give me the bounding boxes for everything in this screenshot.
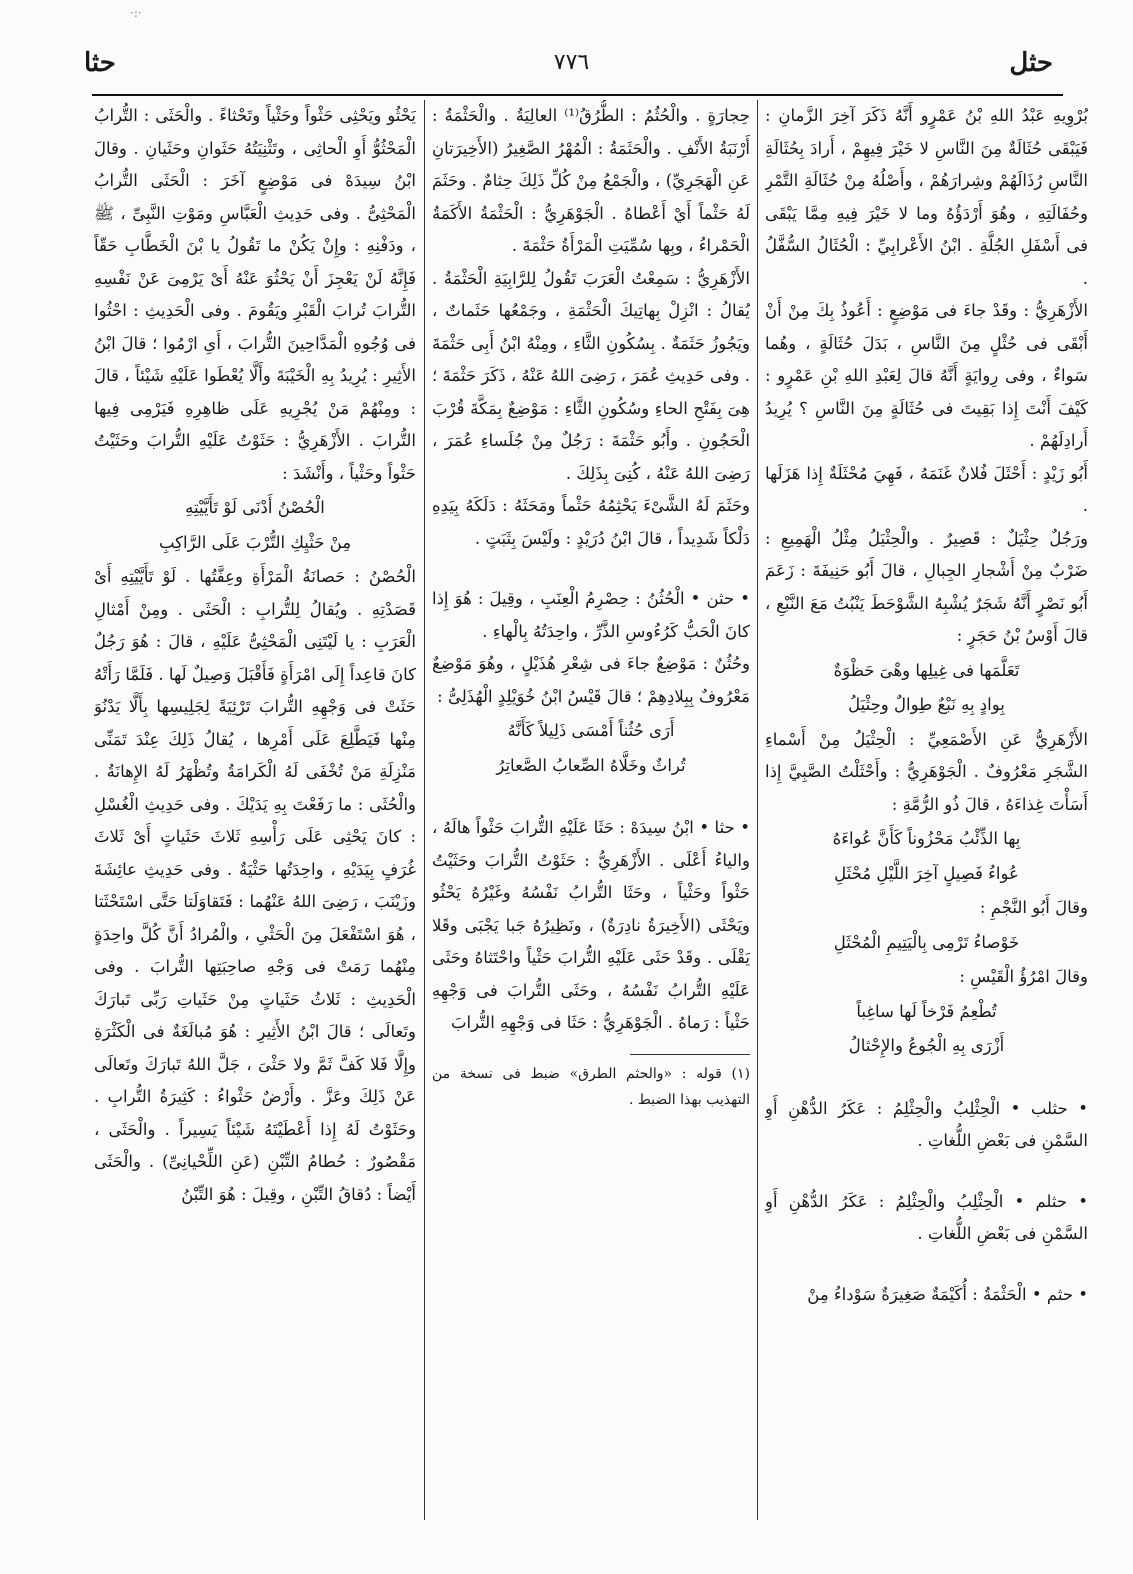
paragraph: أَبُو زَيْدٍ : أَحْثَلَ فُلانٌ غَنَمَهُ ، فَهِيَ مُحْثَلَةٌ إِذا هَزَلَها . bbox=[765, 463, 1088, 515]
verse-line: بِها الذِّئْبُ مَحْزُوناً كَأَنَّ عُواءَهُ bbox=[832, 829, 1021, 848]
paragraph: الأَزْهَرِيُّ : سَمِعْتُ الْعَرَبَ تَقُولُ لِلرَّابِيَةِ الْحَثْمَةُ . يُقالُ : انْزِلْ بِهاتِيكَ الْحَثْمَةِ ، وجَمْعُها حَثَماتٌ ، ويَجُوزُ حَثَمَةٌ . بِسُكُونِ الثَّاءِ ، ومِنْهُ ابْنُ أَبِى حَثْمَةَ . وفى حَدِيثِ عُمَرَ ، رَضِىَ اللهُ عَنْهُ ، ذَكَرَ حَثْمَةَ ؛ هِىَ بِفَتْحِ الحاءِ وسُكُونِ الثَّاءِ : مَوْضِعٌ بِمَكَّةَ قُرْبَ الْحَجُونِ . وأَبُو حَثْمَةَ : رَجُلٌ مِنْ جُلَساءِ عُمَرَ ، رَضِىَ اللهُ عَنْهُ ، كُنِىَ بِذَلِكَ . bbox=[432, 268, 750, 483]
header-rule bbox=[92, 94, 1063, 96]
verse-line: الْحُصْنُ أَدْنَى لَوْ تَأَيَّيْتِهِ bbox=[185, 498, 325, 517]
page-header bbox=[70, 48, 1073, 88]
column-left bbox=[94, 100, 416, 1520]
paragraph: وحَثَمَ لَهُ الشَّىْءَ يَحْثِمُهُ حَثْماً ومَحَثَهُ : دَلَكَهُ بِيَدِهِ دَلْكاً شَدِيداً ، قالَ ابْنُ دُرَيْدٍ : ولَيْسَ بِثَبَتٍ . bbox=[432, 496, 750, 548]
verse-line: مِنْ حَثْيِكِ التُّرْبَ عَلَى الرَّاكِبِ bbox=[158, 532, 352, 552]
spacer bbox=[765, 1251, 1088, 1279]
spacer bbox=[432, 555, 750, 583]
column-divider bbox=[424, 100, 425, 1520]
paragraph: وحُثُنٌ : مَوْضِعٌ جاءَ فى شِعْرِ هُذَيْلٍ ، وهُوَ مَوْضِعٌ مَعْرُوفٌ بِبِلادِهِمْ ؛ قالَ قَيْسُ ابْنُ خُوَيْلِدٍ الْهُذَلِىُّ : bbox=[432, 654, 750, 706]
headword-left: حثا bbox=[84, 48, 116, 78]
paragraph: ورَجُلٌ حِثْيَلٌ : قَصِيرٌ . والْحِثْيَلُ مِثْلُ الْهَمِيعِ : ضَرْبٌ مِنْ أَشْجارِ الجِبالِ ، قالَ أَبُو حَنِيفَةَ : زَعَمَ أَبُو نَصْرٍ أَنَّهُ شَجَرٌ يُشْبِهُ الشَّوْحَطَ يَنْبُتُ مَعَ النَّبْعِ ، قالَ أَوْسُ بْنُ حَجَرٍ : bbox=[765, 528, 1088, 645]
verse-line: عُواءُ فَصِيلٍ آخِرَ اللَّيْلِ مُحْثَلِ bbox=[834, 863, 1019, 883]
paragraph: وقالَ امْرُؤُ الْقَيْسِ : bbox=[959, 967, 1088, 986]
verse-line: بِوادٍ بِهِ نَبْعٌ طِوالٌ وحِثْيَلُ bbox=[848, 695, 1005, 714]
paragraph: حِجارَةٍ . والْحُثُمُ : الطُّرُقُ⁽¹⁾ العالِيَةُ . والْحَثْمَةُ : أَرْنَبَةُ الأَنْفِ . والْحَثَمَةُ : الْمُهْرُ الصَّغِيرُ (الأَخِيرَتانِ عَنِ الْهَجَرِيِّ) ، والْجَمْعُ مِنْ كُلِّ ذَلِكَ حِثامٌ . وحَثَمَ لَهُ حَثْماً أَيْ أَعْطاهُ . الْجَوْهَرِيُّ : الْحَثْمَةُ الأَكَمَةُ الْحَمْراءُ ، وبِها سُمِّيَتِ الْمَرْأَةُ حَثْمَةَ . bbox=[432, 106, 750, 255]
paragraph: بُرْوِيهِ عَبْدُ اللهِ بْنُ عَمْرٍو أَنَّهُ ذَكَرَ آخِرَ الزَّمانِ : فَيَبْقَى حُثَالَةٌ مِنَ النَّاسِ لا خَيْرَ فِيهِمْ ، أَرادَ بِحُثَالَةِ النَّاسِ رُذَالَهُمْ وشِرارَهُمْ ، وأَصْلُهُ مِنْ حُثَالَةِ التَّمْرِ وحُفَالَتِهِ ، وهُوَ أَرْدَؤُهُ وما لا خَيْرَ فِيهِ مِمَّا يَبْقَى فى أَسْفَلِ الجُلَّةِ . ابْنُ الأَعْرابِيِّ : الْحُثَالُ السُّفَّلُ . bbox=[765, 106, 1088, 288]
paragraph: يَحْثُو ويَحْثِى حَثْواً وحَثْياً وتَحْثاءً . والْحَثَى : التُّرابُ الْمَحْثُوُّ أَوِ الْحاثِى ، وتَثْنِيَتُهُ حَثَوانِ وحَثَيانِ . وقالَ ابْنُ سِيدَهْ فى مَوْضِعٍ آخَرَ : الْحَثَى التُّرابُ الْمَحْثِىُّ . وفى حَدِيثِ الْعَبَّاسِ ومَوْتِ النَّبِىِّ ، ﷺ ، ودَفْنِهِ : وإِنْ يَكُنْ ما تَقُولُ يا بْنَ الْخَطَّابِ حَقّاً فَإِنَّهُ لَنْ يَعْجِزَ أَنْ يَحْثُوَ عَنْهُ أَىْ يَرْمِىَ عَنْ نَفْسِهِ التُّرابَ تُرابَ الْقَبْرِ ويَقُومَ . وفى الْحَدِيثِ : احْثُوا فى وُجُوهِ الْمَدَّاحِينَ التُّرابَ ، أَىِ ارْمُوا ؛ قالَ ابْنُ الأَثِيرِ : يُرِيدُ بِهِ الْخَيْبَةَ وأَلَّا يُعْطَوا عَلَيْهِ شَيْئاً ، قالَ : ومِنْهُمْ مَنْ يُجْرِيهِ عَلَى ظاهِرِهِ فَيَرْمِى فِيها التُّرابَ . الأَزْهَرِيُّ : حَثَوْتُ عَلَيْهِ التُّرابَ وحَثَيْتُ حَثْواً وحَثْياً ، وأَنْشَدَ : bbox=[94, 106, 416, 483]
column-middle bbox=[432, 100, 750, 1520]
spacer bbox=[765, 1065, 1088, 1093]
paragraph: الْحُصْنُ : حَصانَةُ الْمَرْأَةِ وعِفَّتُها . لَوْ تَأَيَّيْتِهِ أَىْ قَصَدْتِهِ . ويُقالُ لِلتُّرابِ : الْحَثَى . ومِنْ أَمْثالِ الْعَرَبِ : يا لَيْتَنِى الْمَحْثِىُّ عَلَيْهِ ، قالَ : هُوَ رَجُلٌ كانَ قاعِداً إِلَى امْرَأَةٍ فَأَقْبَلَ وَصِيلٌ لَها . فَلَمَّا رَأَتْهُ حَثَتْ فى وَجْهِهِ التُّرابَ تَرْئِيَةً لِجَلِيسِها بِأَلَّا يَدْنُوَ مِنْها فَيَطَّلِعَ عَلَى أَمْرِها ، يُقالُ ذَلِكَ عِنْدَ تَمَنِّى مَنْزِلَةِ مَنْ تُخْفَى لَهُ الْكَرامَةُ وتُظْهَرُ لَهُ الإِهانَةُ . والْحُثَى : ما رَفَعْتَ بِهِ يَدَيْكَ . وفى حَدِيثِ الْغُسْلِ : كانَ يَحْثِى عَلَى رَأْسِهِ ثَلاثَ حَثَياتٍ أَىْ ثَلاثَ غُرَفٍ بِيَدَيْهِ ، واحِدَتُها حَثْيَةٌ . وفى حَدِيثِ عائِشَةَ وزَيْنَبَ ، رَضِىَ اللهُ عَنْهُما : فَتَقاوَلَتا حَتَّى اسْتَحْثَتا ، هُوَ اسْتَفْعَلَ مِنَ الْحَثْىِ ، والْمُرادُ أَنَّ كُلَّ واحِدَةٍ مِنْهُما رَمَتْ فى وَجْهِ صاحِبَتِها التُّرابَ . وفى الْحَدِيثِ : ثَلاثُ حَثَياتٍ مِنْ حَثَياتِ رَبِّى تَبارَكَ وتَعالَى ؛ قالَ ابْنُ الأَثِيرِ : هُوَ مُبالَغَةٌ فى الْكَثْرَةِ وإِلَّا فَلا كَفَّ ثَمَّ ولا حَثْىَ ، جَلَّ اللهُ تَبارَكَ وتَعالَى عَنْ ذَلِكَ وعَزَّ . وأَرْضٌ حَثْواءُ : كَثِيرَةُ التُّرابِ . وحَثَوْتُ لَهُ إِذا أَعْطَيْتَهُ شَيْئاً يَسِيراً . والْحَثَى ، مَقْصُورٌ : حُطامُ التِّبْنِ (عَنِ اللِّحْيانِىِّ) . والْحَثَى أَيْضاً : دُقاقُ التِّبْنِ ، وقِيلَ : هُوَ التِّبْنُ bbox=[94, 567, 416, 1204]
entry-paragraph: • حثلب • الْحِثْلِبُ والْحِثْلِمُ : عَكَرُ الدُّهْنِ أَوِ السَّمْنِ فى بَعْضِ اللُّغاتِ . bbox=[765, 1098, 1088, 1150]
column-right bbox=[765, 100, 1088, 1520]
footnote: (١) قوله : «والحثم الطرق» ضبط فى نسخة من التهذيب بهذا الضبط . bbox=[432, 1065, 750, 1108]
verse-line: أَرَى حُثُناً أَمْسَى ذَلِيلاً كَأَنَّهُ bbox=[507, 721, 675, 740]
scan-specks: ·:· bbox=[130, 6, 142, 20]
entry-paragraph: • حثن • الْحُثُنُ : حِصْرِمُ الْعِنَبِ ، وقِيلَ : هُوَ إِذا كانَ الْحَبُّ كَرُءُوسِ الذَّرِّ ، واحِدَتُهُ بِالْهاءِ . bbox=[432, 589, 750, 641]
column-divider bbox=[757, 100, 758, 1520]
verse-line: تَعَلَّمَها فى غِيلِها وهْىَ حَظْوَةٌ bbox=[833, 660, 1020, 680]
verse-line: تُطْعِمُ فَرْخاً لَها ساغِباً bbox=[856, 1001, 997, 1021]
paragraph: وقالَ أَبُو النَّجْمِ : bbox=[979, 898, 1088, 917]
entry-paragraph: • حثلم • الْحِثْلِبُ والْحِثْلِمُ : عَكَرُ الدُّهْنِ أَوِ السَّمْنِ فى بَعْضِ اللُّغاتِ . bbox=[765, 1191, 1088, 1243]
verse-line: أَزْرَى بِهِ الْجُوعُ والإِحْثالُ bbox=[848, 1036, 1005, 1055]
paragraph: الأَزْهَرِيُّ عَنِ الأَصْمَعِيِّ : الْحِثْيَلُ مِنْ أَسْماءِ الشَّجَرِ مَعْرُوفٌ . الْجَوْهَرِيُّ : وأَحْثَلْتُ الصَّبِيَّ إِذا أَسَأْتَ غِذاءَهُ ، قالَ ذُو الرُّمَّةِ : bbox=[765, 729, 1088, 814]
headword-right: حثل bbox=[1009, 48, 1053, 78]
footnote-rule bbox=[630, 1054, 750, 1055]
spacer bbox=[765, 1158, 1088, 1186]
entry-paragraph: • حثم • الْحَثْمَةُ : أُكَيْمَةٌ صَغِيرَةٌ سَوْداءُ مِنْ bbox=[807, 1284, 1088, 1304]
verse-line: تُراثٌ وخَلَّاهُ الصِّعابُ الصَّعاتِرُ bbox=[496, 755, 686, 775]
verse-line: خَوْصاءُ تَرْمِى بِالْيَتِيمِ الْمُحْثَلِ bbox=[833, 932, 1020, 952]
spacer bbox=[432, 784, 750, 812]
page-number: ٧٧٦ bbox=[553, 50, 590, 75]
paragraph: الأَزْهَرِيُّ : وقَدْ جاءَ فى مَوْضِعٍ : أَعُوذُ بِكَ مِنْ أَنْ أَبْقَى فى حُثْلٍ مِنَ النَّاسِ ، بَدَلَ حُثَالَةٍ ، وهُما سَواءٌ ، وفى رِوايَةٍ أَنَّهُ قالَ لِعَبْدِ اللهِ بْنِ عَمْرٍو : كَيْفَ أَنْتَ إِذا بَقِيتَ فى حُثَالَةٍ مِنَ النَّاسِ ؟ يُرِيدُ أَرادِلَهُمْ . bbox=[765, 301, 1088, 450]
entry-paragraph: • حثا • ابْنُ سِيدَهْ : حَثَا عَلَيْهِ التُّرابَ حَثْواً هالَهُ ، والياءُ أَعْلَى . الأَزْهَرِيُّ : حَثَوْتُ التُّرابَ وحَثَيْتُ حَثْواً وحَثْياً ، وحَثَا التُّرابُ نَفْسُهُ وغَيْرُهُ يَحْثُو ويَحْثَى (الأَخِيرَةُ نادِرَةٌ) ، ونَظِيرُهُ جَبا يَجْبَى وقَلا يَقْلَى . وقَدْ حَثَى عَلَيْهِ التُّرابَ حَثْياً واحْتَثاهُ وحَثَى عَلَيْهِ التُّرابُ نَفْسُهُ ، وحَثَى التُّرابَ فى وَجْهِهِ حَثْياً : رَماهُ . الْجَوْهَرِيُّ : حَثَا فى وَجْهِهِ التُّرابَ bbox=[432, 818, 750, 1032]
